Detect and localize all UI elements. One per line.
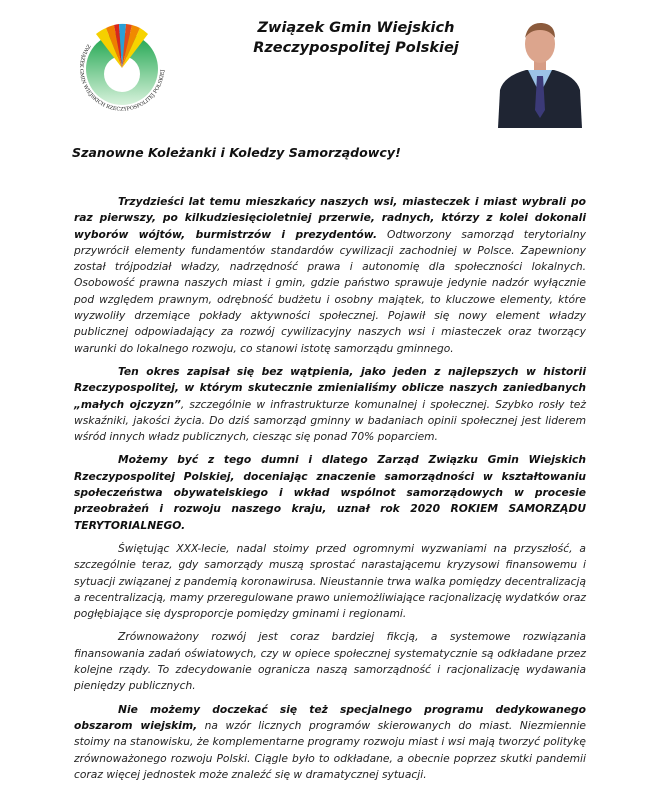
paragraph-text: na wzór licznych programów skierowanych do miast. Niezmiennie stoimy na stanowisku, że komplementarne programy rozwoju miast i wsi mają tworzyć politykę zrównoważonego rozwoju Polski. Ciągle było to odkładane, a obecnie poprzez skutki pandemii coraz więcej jednostek może znaleźć się w dramatycznej sytuacji. [74, 718, 586, 781]
letter-body [74, 194, 586, 790]
letter-paragraph [74, 364, 586, 445]
paragraph-text: Zrównoważony rozwój jest coraz bardziej fikcją, a systemowe rozwiązania finansowania zadań oświatowych, czy w opiece społecznej systematycznie są odkładane przez kolejne rządy. To zdecydowanie ogranicza naszą samorządność i racjonalizację wydawania pieniędzy publicznych. [74, 630, 586, 693]
letter-paragraph [74, 452, 586, 533]
rainbow-ring-logo-icon [70, 14, 174, 118]
paragraph-text: Świętując XXX-lecie, nadal stoimy przed ogromnymi wyzwaniami na przyszłość, a szczególnie teraz, gdy samorządy muszą sprostać narastającemu kryzysowi finansowemu i sytuacji związanej z pandemią koronawirusa. Nieustannie trwa walka pomiędzy decentralizacją a recentralizacją, mamy przeregulowane prawo uniemożliwiające racjonalizację wydatków oraz pogłębiające się dysproporcje pomiędzy gminami i regionami. [74, 541, 586, 621]
portrait-photo [492, 10, 588, 128]
organization-name-line-1: Związek Gmin Wiejskich [257, 20, 455, 36]
paragraph-bold-text: Trzydzieści lat temu mieszkańcy naszych wsi, miasteczek i miast wybrali po raz pierwszy, po kilkudziesięcioletniej przerwie, radnych, którzy z kolei dokonali wyborów wójtów, burmistrzów i prezydentów. [74, 195, 586, 241]
portrait-person-icon [492, 10, 588, 128]
letter-paragraph [74, 541, 586, 622]
organization-logo [70, 14, 174, 118]
paragraph-text: Odtworzony samorząd terytorialny przywrócił elementy fundamentów standardów cywilizacji zachodniej w Polsce. Zapewniony został trójpodział władzy, nadrzędność prawa i autonomię dla społeczności lokalnych. Osobowość prawna naszych miast i gmin, gdzie państwo sprawuje jedynie nadzór wyłącznie pod względem prawnym, odrębność budżetu i osobny majątek, to kluczowe elementy, które wyzwoliły drzemiące pokłady aktywności społecznej. Pojawił się nowy element władzy publicznej odpowiadający za rozwój cywilizacyjny naszych wsi i miasteczek oraz tworzący warunki do lokalnego rozwoju, co stanowi istotę samorządu gminnego. [74, 227, 586, 355]
letter-paragraph [74, 194, 586, 357]
letter-paragraph [74, 629, 586, 694]
letter-greeting: Szanowne Koleżanki i Koledzy Samorządowcy! [72, 145, 401, 160]
paragraph-text: , szczególnie w infrastrukturze komunalnej i społecznej. Szybko rosły też wskaźniki, jakości życia. Do dziś samorząd gminny w badaniach opinii społecznej jest liderem wśród innych władz publicznych, ciesząc się ponad 70% poparciem. [74, 397, 586, 444]
letter-paragraph [74, 702, 586, 783]
organization-name [236, 18, 476, 58]
paragraph-bold-text: Nie możemy doczekać się też specjalnego programu dedykowanego obszarom wiejskim, [74, 702, 586, 732]
paragraph-bold-text: Możemy być z tego dumni i dlatego Zarząd Związku Gmin Wiejskich Rzeczypospolitej Polskiej, doceniając znaczenie samorządności w kształtowaniu społeczeństwa obywatelskiego i wkład wspólnot samorządowych w procesie przeobrażeń i rozwoju naszego kraju, uznał rok 2020 ROKIEM SAMORZĄDU TERYTORIALNEGO. [74, 453, 586, 532]
logo-ring-text: ZWIĄZEK GMIN WIEJSKICH RZECZYPOSPOLITEJ POLSKIEJ [77, 42, 166, 113]
organization-name-line-2: Rzeczypospolitej Polskiej [253, 40, 459, 56]
paragraph-bold-text: Ten okres zapisał się bez wątpienia, jako jeden z najlepszych w historii Rzeczypospolitej, w którym skutecznie zmienialiśmy oblicze naszych zaniedbanych „małych ojczyzn” [74, 364, 586, 411]
